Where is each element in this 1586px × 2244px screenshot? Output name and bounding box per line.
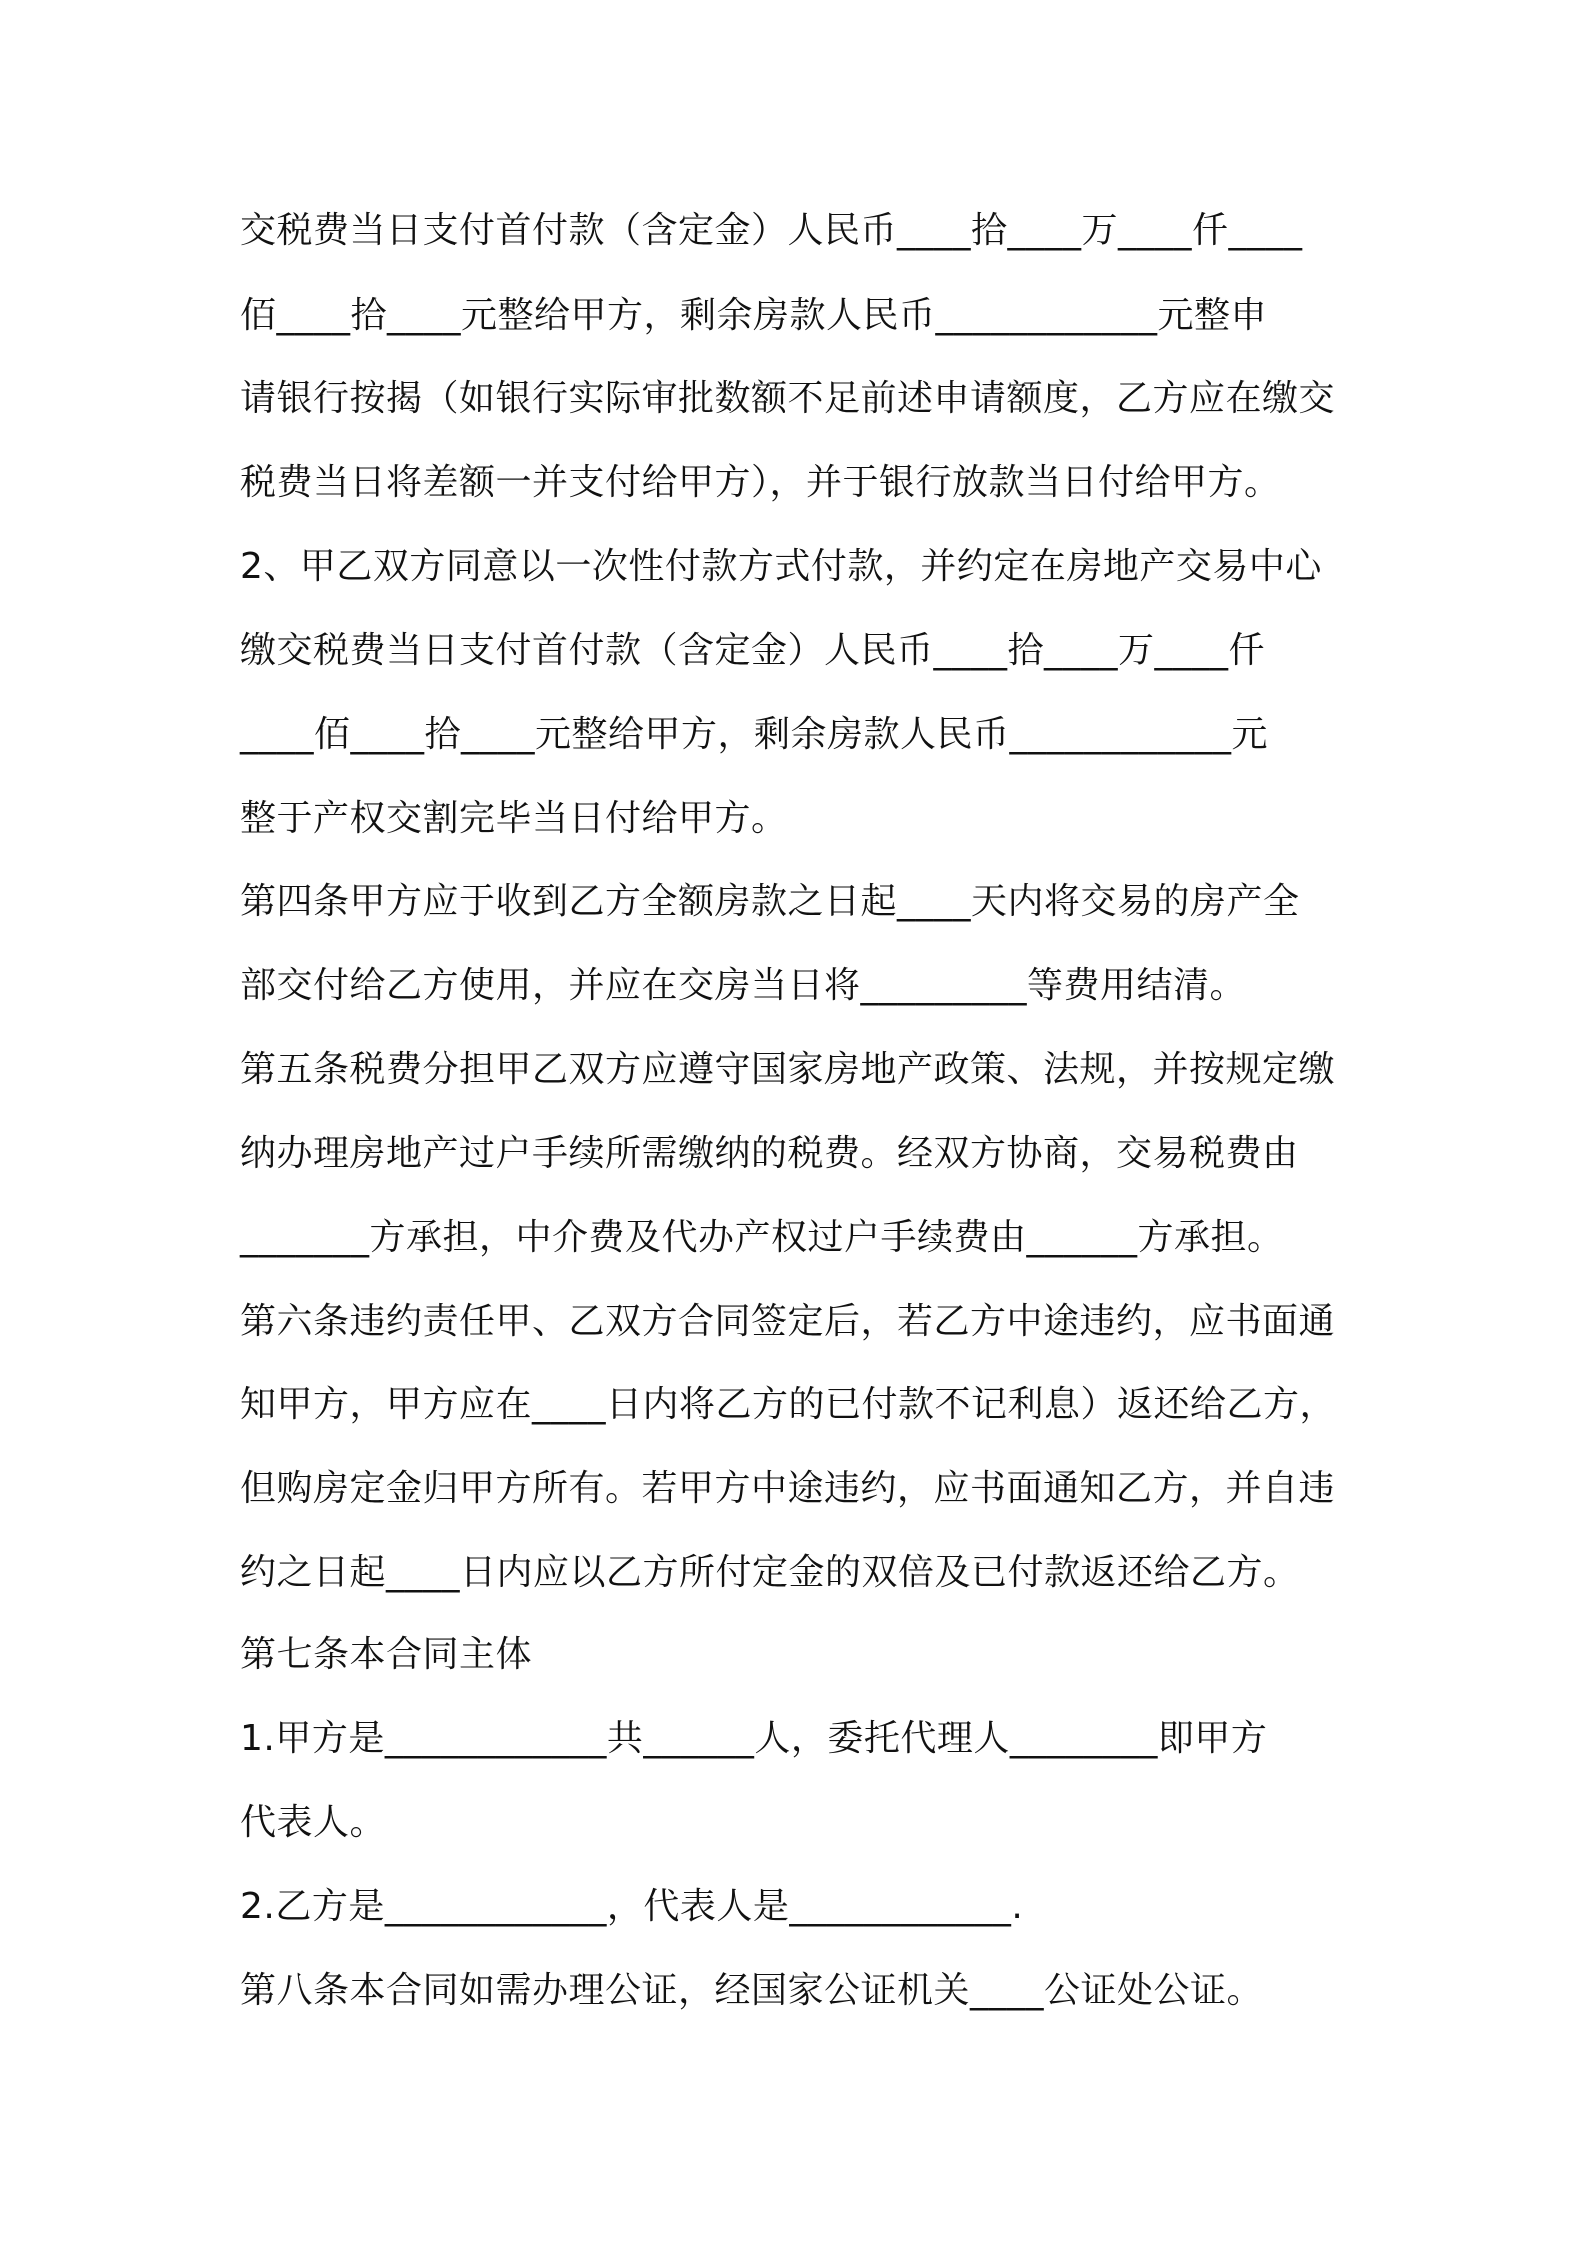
- text-line: 2、甲乙双方同意以一次性付款方式付款，并约定在房地产交易中心: [240, 546, 1322, 587]
- text-line: 知甲方，甲方应在____日内将乙方的已付款不记利息）返还给乙方，: [240, 1384, 1337, 1425]
- text-line: 第八条本合同如需办理公证，经国家公证机关____公证处公证。: [240, 1970, 1264, 2011]
- text-line: 但购房定金归甲方所有。若甲方中途违约，应书面通知乙方，并自违: [240, 1468, 1336, 1509]
- text-line: 税费当日将差额一并支付给甲方），并于银行放款当日付给甲方。: [240, 462, 1281, 503]
- text-line: 第五条税费分担甲乙双方应遵守国家房地产政策、法规，并按规定缴: [240, 1049, 1336, 1090]
- text-line: 代表人。: [240, 1802, 387, 1843]
- text-line: 第四条甲方应于收到乙方全额房款之日起____天内将交易的房产全: [240, 881, 1300, 922]
- text-line: 整于产权交割完毕当日付给甲方。: [240, 798, 788, 839]
- text-line: 佰____拾____元整给甲方，剩余房款人民币____________元整申: [240, 295, 1268, 336]
- text-line: 缴交税费当日支付首付款（含定金）人民币____拾____万____仟: [240, 630, 1266, 671]
- text-line: 纳办理房地产过户手续所需缴纳的税费。经双方协商，交易税费由: [240, 1133, 1299, 1174]
- text-line: ____佰____拾____元整给甲方，剩余房款人民币____________元: [240, 714, 1269, 755]
- text-line: 部交付给乙方使用，并应在交房当日将_________等费用结清。: [240, 965, 1247, 1006]
- text-line: 1.甲方是____________共______人，委托代理人________即甲方: [240, 1718, 1268, 1759]
- text-line: 交税费当日支付首付款（含定金）人民币____拾____万____仟____: [240, 210, 1303, 251]
- text-line: 第六条违约责任甲、乙双方合同签定后，若乙方中途违约，应书面通: [240, 1301, 1336, 1342]
- text-line: 请银行按揭（如银行实际审批数额不足前述申请额度，乙方应在缴交: [240, 378, 1336, 419]
- text-line: 第七条本合同主体: [240, 1634, 533, 1675]
- text-line: 2.乙方是____________，代表人是____________.: [240, 1886, 1024, 1927]
- text-line: 约之日起____日内应以乙方所付定金的双倍及已付款返还给乙方。: [240, 1552, 1300, 1593]
- text-line: _______方承担，中介费及代办产权过户手续费由______方承担。: [240, 1217, 1284, 1258]
